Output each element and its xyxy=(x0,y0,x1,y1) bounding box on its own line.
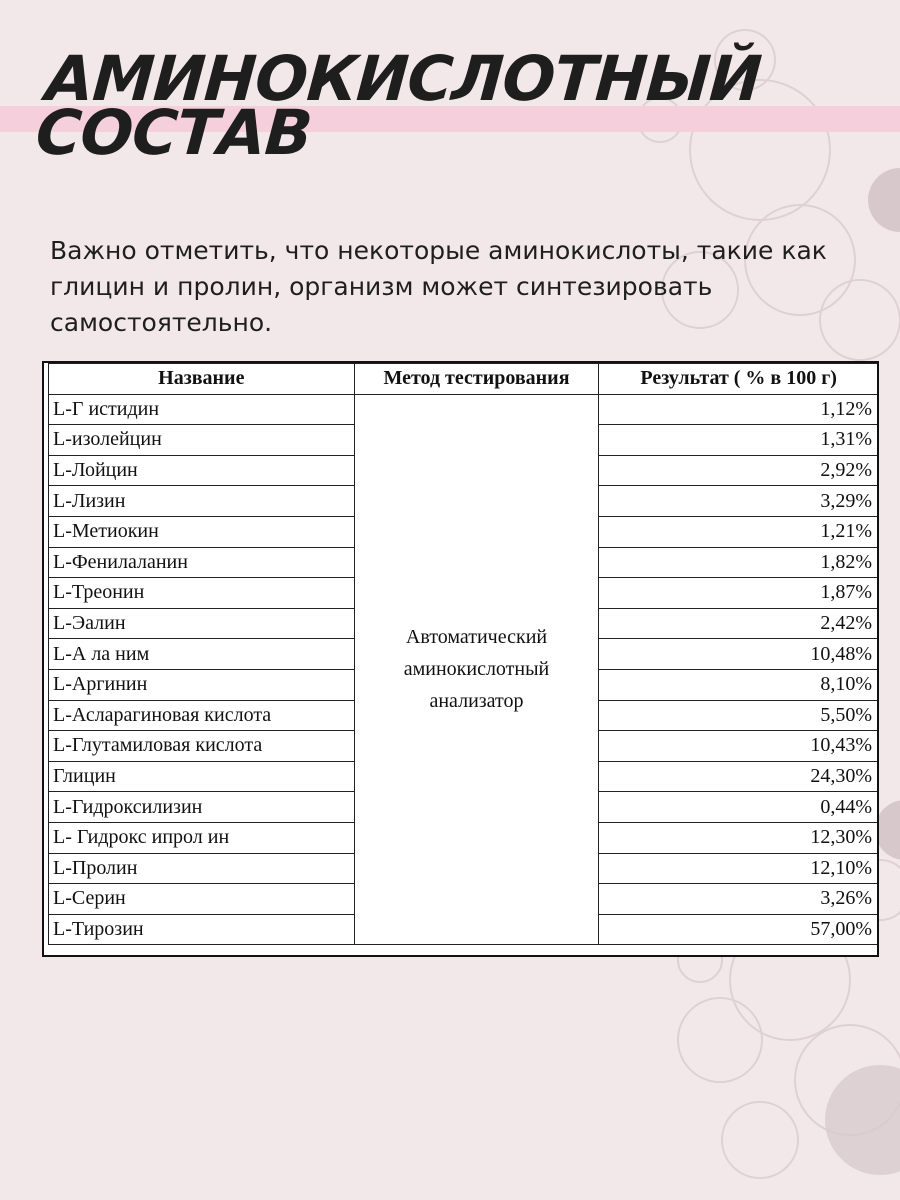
row-name: L- Гидрокс ипрол ин xyxy=(49,822,355,853)
row-name: L-Пролин xyxy=(49,853,355,884)
method-line-2: аминокислотный xyxy=(403,658,550,681)
amino-table-frame xyxy=(42,361,879,957)
row-value: 10,43% xyxy=(599,731,879,762)
row-value: 57,00% xyxy=(599,914,879,945)
row-value: 1,31% xyxy=(599,425,879,456)
row-name: L-изолейцин xyxy=(49,425,355,456)
table-header-row xyxy=(49,364,879,395)
row-value: 2,42% xyxy=(599,608,879,639)
row-value: 1,21% xyxy=(599,516,879,547)
row-value: 1,87% xyxy=(599,578,879,609)
row-name: L-Глутамиловая кислота xyxy=(49,731,355,762)
row-value: 2,92% xyxy=(599,455,879,486)
row-value: 24,30% xyxy=(599,761,879,792)
row-name: L-Тирозин xyxy=(49,914,355,945)
row-name: L-Серин xyxy=(49,884,355,915)
intro-text: Важно отметить, что некоторые аминокислоты, такие как глицин и пролин, организм может синтезировать самостоятельно. xyxy=(50,236,827,337)
row-name: L-Лойцин xyxy=(49,455,355,486)
row-value: 3,29% xyxy=(599,486,879,517)
row-value: 10,48% xyxy=(599,639,879,670)
row-value: 1,82% xyxy=(599,547,879,578)
row-value: 12,30% xyxy=(599,822,879,853)
row-value: 12,10% xyxy=(599,853,879,884)
row-value: 1,12% xyxy=(599,394,879,425)
row-name: L-Лизин xyxy=(49,486,355,517)
amino-acid-table xyxy=(48,363,879,945)
row-name: L-Треонин xyxy=(49,578,355,609)
row-value: 0,44% xyxy=(599,792,879,823)
row-name: L-Гидроксилизин xyxy=(49,792,355,823)
row-name: L-А ла ним xyxy=(49,639,355,670)
row-name: L-Метиокин xyxy=(49,516,355,547)
row-value: 8,10% xyxy=(599,669,879,700)
row-name: L-Эалин xyxy=(49,608,355,639)
row-name: L-Фенилаланин xyxy=(49,547,355,578)
method-cell xyxy=(354,394,599,945)
row-value: 3,26% xyxy=(599,884,879,915)
row-name: Глицин xyxy=(49,761,355,792)
row-name: L-Асларагиновая кислота xyxy=(49,700,355,731)
page-title xyxy=(33,42,764,169)
header-result: Результат ( % в 100 г) xyxy=(599,364,879,395)
title-line-2: СОСТАВ xyxy=(33,96,314,169)
row-value: 5,50% xyxy=(599,700,879,731)
row-name: L-Г истидин xyxy=(49,394,355,425)
title-line-1: АМИНОКИСЛОТНЫЙ xyxy=(43,42,764,115)
header-name: Название xyxy=(49,364,355,395)
method-line-3: анализатор xyxy=(429,690,524,713)
table-row xyxy=(49,394,879,425)
header-method: Метод тестирования xyxy=(354,364,599,395)
row-name: L-Аргинин xyxy=(49,669,355,700)
method-line-1: Автоматический xyxy=(405,626,548,649)
